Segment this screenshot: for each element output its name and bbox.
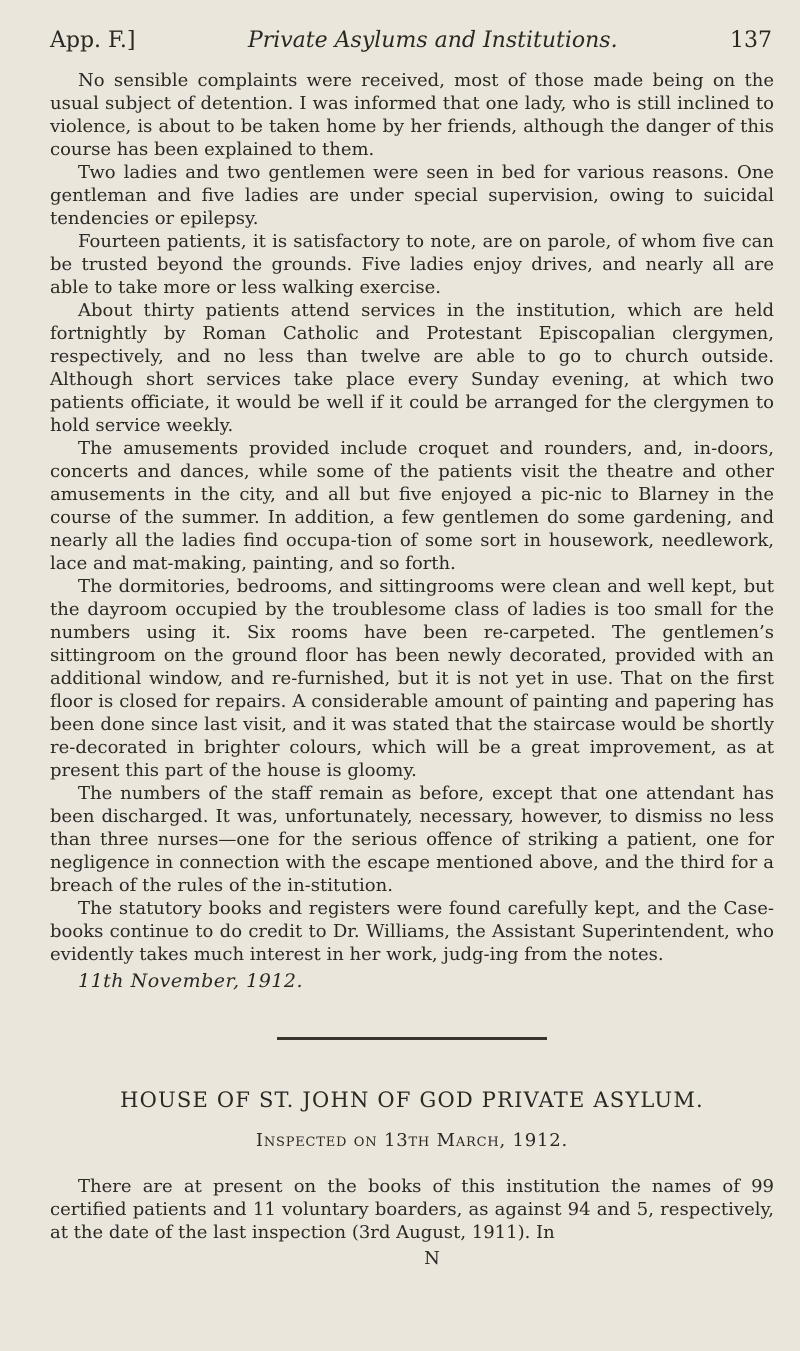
paragraph-intro: There are at present on the books of this institution the names of 99 certified patients and 11 voluntary boarders, as against 94 and 5, respectively, at the date of the last inspection (3rd August, 1911). In <box>50 1176 774 1243</box>
paragraph-services: About thirty patients attend services in the institution, which are held fortnightly by Roman Catholic and Protestant Episcopalian clergymen, respectively, and no less than twelve are able to go to church outside. Although short services take place every Sunday evening, at which two patients officiate, it would be well if it could be arranged for the clergymen to hold service weekly. <box>50 300 774 436</box>
page-number: 137 <box>730 28 772 53</box>
paragraph-parole: Fourteen patients, it is satisfactory to note, are on parole, of whom five can be trusted beyond the grounds. Five ladies enjoy drives, and nearly all are able to take more or less walking exercise. <box>50 231 774 298</box>
running-title: Private Asylums and Institutions. <box>247 28 618 53</box>
paragraph-books: The statutory books and registers were found carefully kept, and the Case-books continue to do credit to Dr. Williams, the Assistant Superintendent, who evidently takes much interest in her work, judg-ing from the notes. <box>50 898 774 965</box>
paragraph-staff: The numbers of the staff remain as before, except that one attendant has been discharged. It was, unfortunately, necessary, however, to dismiss no less than three nurses—one for the serious offence of striking a patient, one for negligence in connection with the escape mentioned above, and the third for a breach of the rules of the in-stitution. <box>50 783 774 896</box>
section-divider <box>277 1037 547 1040</box>
appendix-label: App. F.] <box>50 28 136 53</box>
report-body <box>50 69 774 993</box>
paragraph-amusements: The amusements provided include croquet and rounders, and, in-doors, concerts and dances, while some of the patients visit the theatre and other amusements in the city, and all but five enjoyed a pic-nic to Blarney in the course of the summer. In addition, a few gentlemen do some gardening, and nearly all the ladies find occupa-tion of some sort in housework, needlework, lace and mat-making, painting, and so forth. <box>50 438 774 574</box>
running-header <box>50 28 774 53</box>
inspection-date: Inspected on 13th March, 1912. <box>255 1130 569 1151</box>
paragraph-rooms: The dormitories, bedrooms, and sittingrooms were clean and well kept, but the dayroom occupied by the troublesome class of ladies is too small for the numbers using it. Six rooms have been re-carpeted. The gentlemen’s sittingroom on the ground floor has been newly decorated, provided with an additional window, and re-furnished, but it is not yet in use. That on the first floor is closed for repairs. A considerable amount of painting and papering has been done since last visit, and it was stated that the staircase would be shortly re-decorated in brighter colours, which will be a great improvement, as at present this part of the house is gloomy. <box>50 576 774 781</box>
paragraph-complaints: No sensible complaints were received, most of those made being on the usual subject of detention. I was informed that one lady, who is still inclined to violence, is about to be taken home by her friends, although the danger of this course has been explained to them. <box>50 70 774 160</box>
signature-mark: N <box>424 1248 440 1269</box>
section-title: HOUSE OF ST. JOHN OF GOD PRIVATE ASYLUM. <box>120 1088 704 1112</box>
section-intro <box>50 1175 774 1244</box>
report-date: 11th November, 1912. <box>78 970 304 992</box>
paragraph-supervision: Two ladies and two gentlemen were seen in bed for various reasons. One gentleman and five ladies are under special supervision, owing to suicidal tendencies or epilepsy. <box>50 162 774 229</box>
